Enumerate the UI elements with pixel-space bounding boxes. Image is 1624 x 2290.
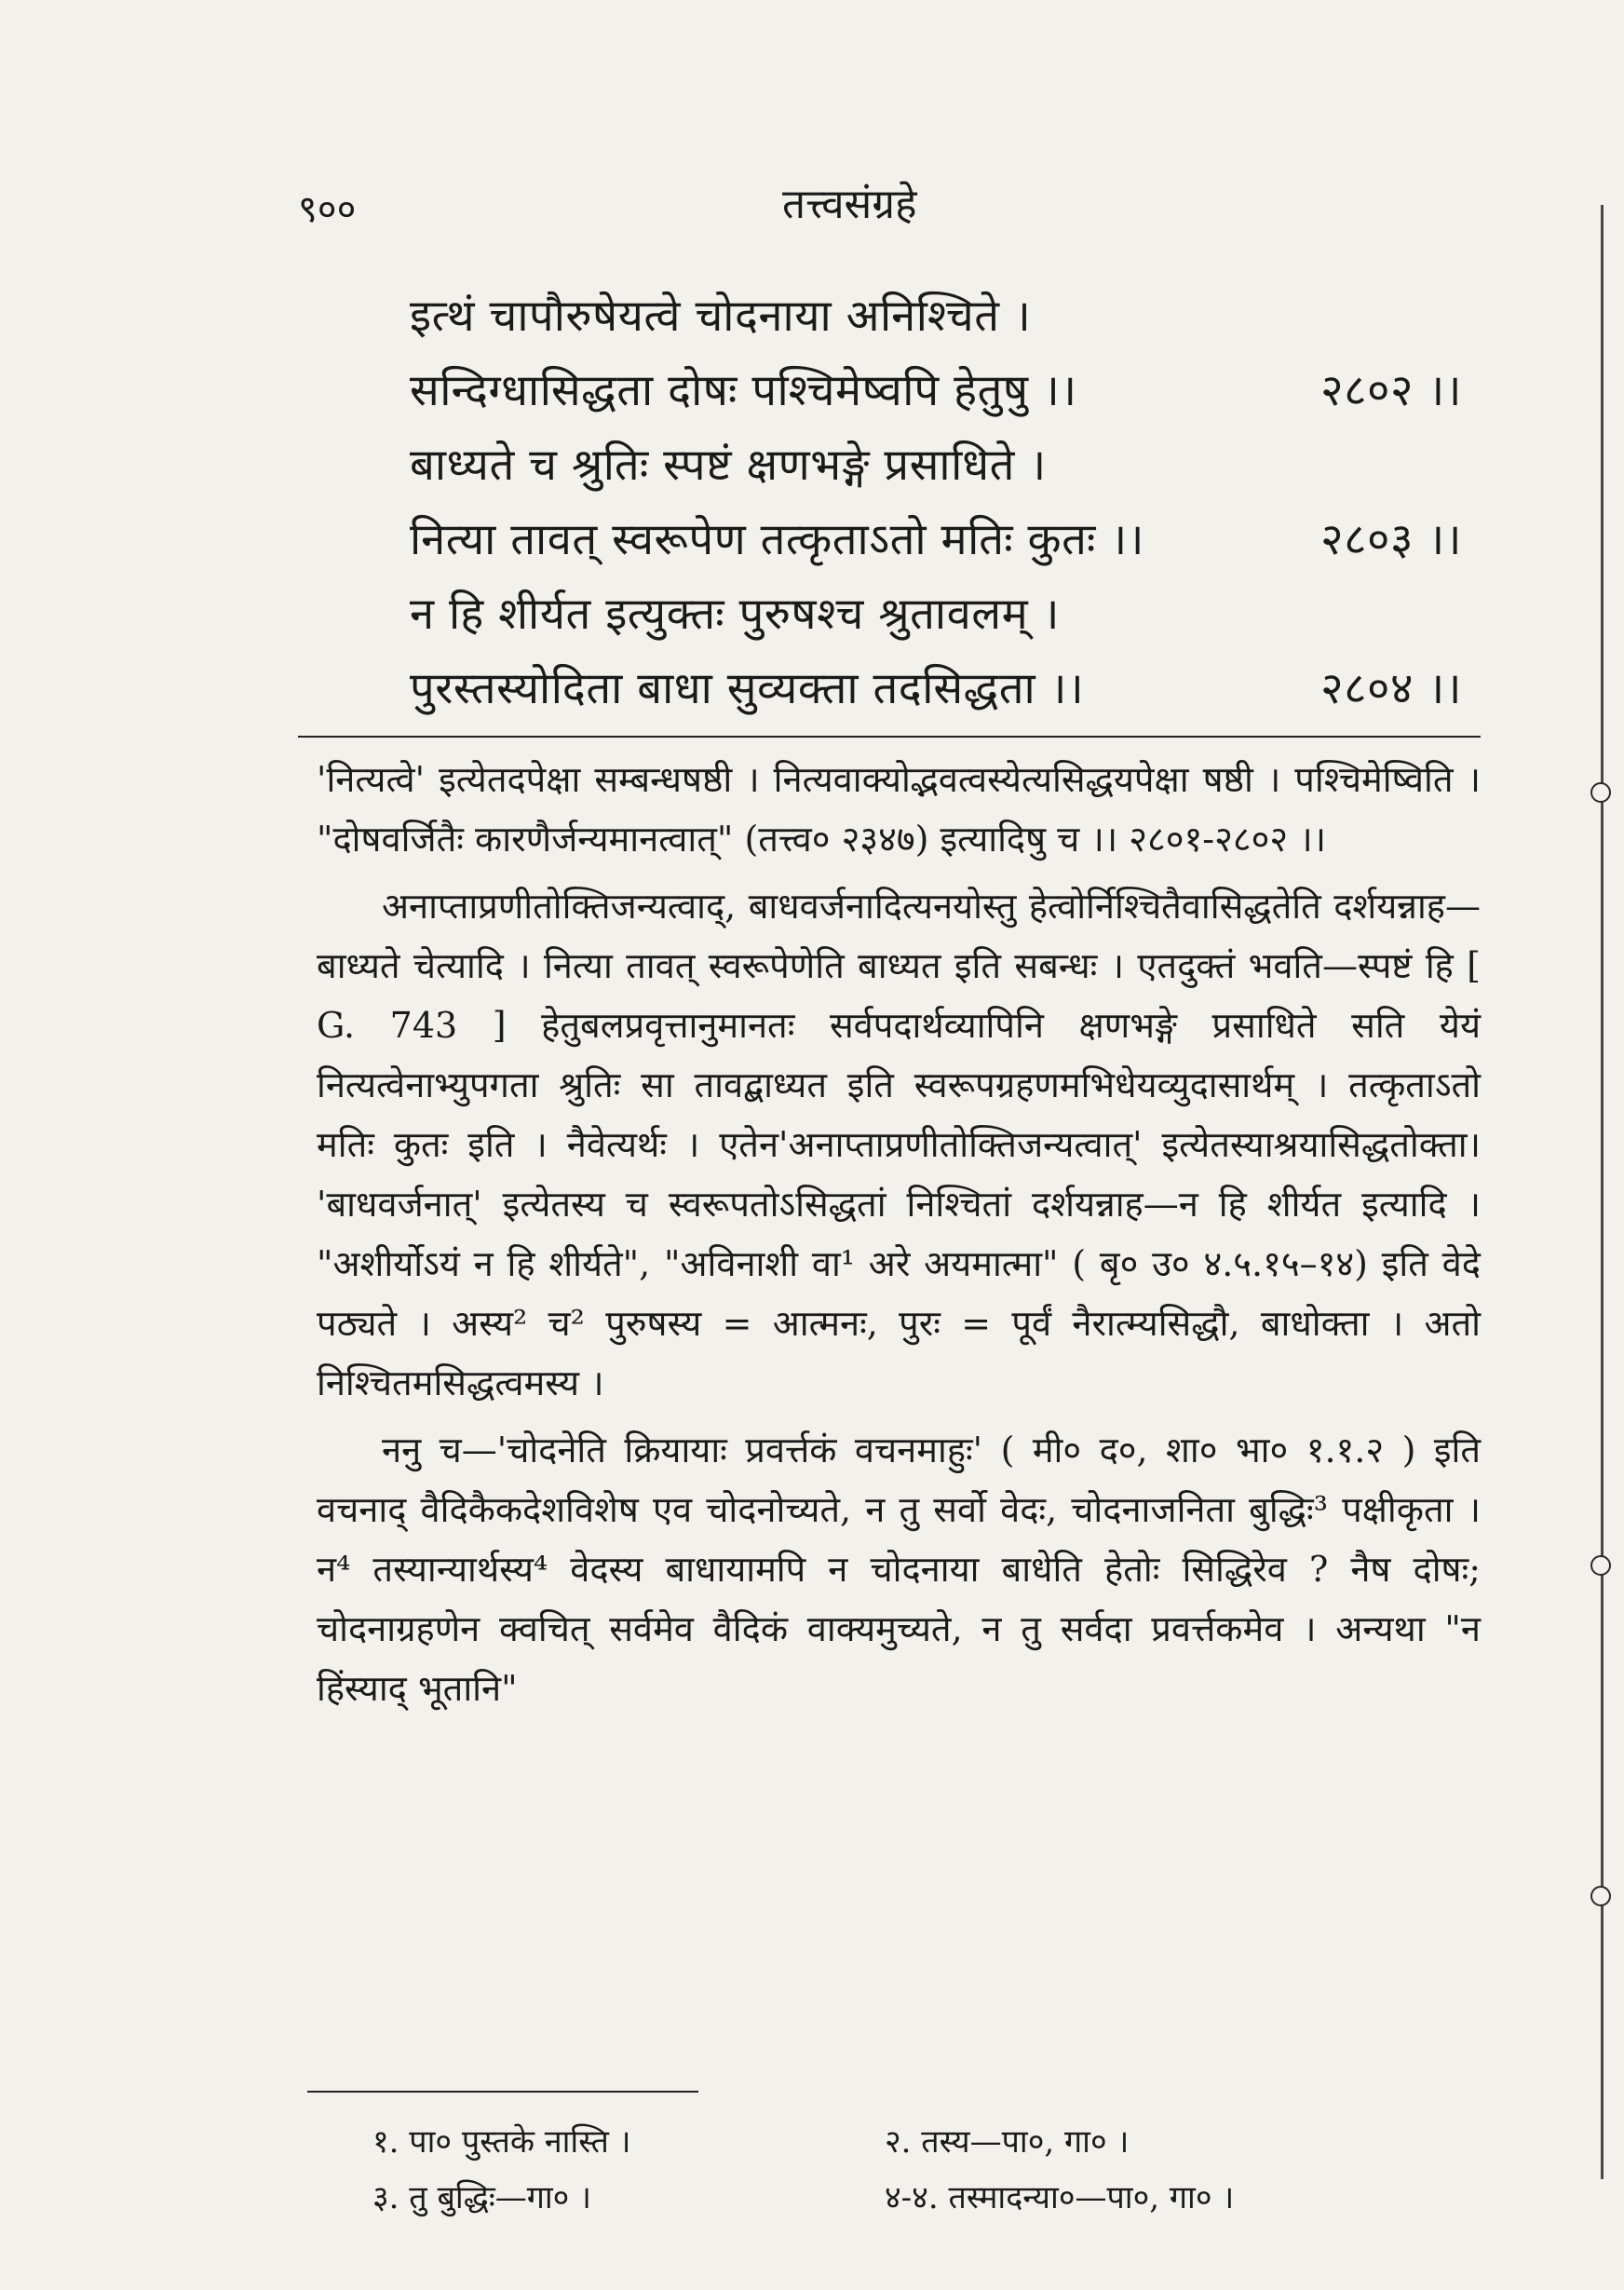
binding-mark xyxy=(1590,1886,1611,1906)
verse-line xyxy=(410,354,1462,428)
verse-text: पुरस्तस्योदिता बाधा सुव्यक्ता तदसिद्धता ।। xyxy=(410,663,1085,714)
footnote: ३. तु बुद्धिः—गा० । xyxy=(372,2179,592,2216)
verse-text: इत्थं चापौरुषेयत्वे चोदनाया अनिश्चिते । xyxy=(410,291,1032,342)
binding-mark xyxy=(1590,782,1611,803)
verse-line xyxy=(410,503,1462,577)
footnote-row xyxy=(372,2114,1397,2170)
commentary-paragraph: अनाप्ताप्रणीतोक्तिजन्यत्वाद्, बाधवर्जनादित्यनयोस्तु हेत्वोर्निश्चितैवासिद्धतेति दर्शयन्नाह—बाध्यते चेत्यादि । नित्या तावत् स्वरूपेणेति बाध्यत इति सबन्धः । एतदुक्तं भवति—स्पष्टं हि [ G. 743 ] हेतुबलप्रवृत्तानुमानतः सर्वपदार्थव्यापिनि क्षणभङ्गे प्रसाधिते सति येयं नित्यत्वेनाभ्युपगता श्रुतिः सा तावद्बाध्यत इति स्वरूपग्रहणमभिधेयव्युदासार्थम् । तत्कृताऽतो मतिः कुतः इति । नैवेत्यर्थः । एतेन'अनाप्ताप्रणीतोक्तिजन्यत्वात्' इत्येतस्याश्रयासिद्धतोक्ता। 'बाधवर्जनात्' इत्येतस्य च स्वरूपतोऽसिद्धतां निश्चितां दर्शयन्नाह—न हि शीर्यत इत्यादि । "अशीर्योऽयं न हि शीर्यते", "अविनाशी वा¹ अरे अयमात्मा" ( बृ० उ० ४.५.१५–१४) इति वेदे पठ्यते । अस्य² च² पुरुषस्य = आत्मनः, पुरः = पूर्वं नैरात्म्यसिद्धौ, बाधोक्ता । अतो निश्चितमसिद्धत्वमस्य । xyxy=(317,886,1481,1403)
page-header xyxy=(298,182,1490,237)
binding-line xyxy=(1601,205,1604,2179)
commentary-paragraph: ननु च—'चोदनेति क्रियायाः प्रवर्त्तकं वचनमाहुः' ( मी० द०, शा० भा० १.१.२ ) इति वचनाद् वैदिकैकदेशविशेष एव चोदनोच्यते, न तु सर्वो वेदः, चोदनाजनिता बुद्धिः³ पक्षीकृता । न⁴ तस्यान्यार्थस्य⁴ वेदस्य बाधायामपि न चोदनाया बाधेति हेतोः सिद्धिरेव ? नैष दोषः; चोदनाग्रहणेन क्वचित् सर्वमेव वैदिकं वाक्यमुच्यते, न तु सर्वदा प्रवर्त्तकमेव । अन्यथा "न हिंस्याद् भूतानि" xyxy=(317,1430,1481,1709)
verse-number: २८०२ ।। xyxy=(1320,365,1462,416)
commentary-paragraph: 'नित्यत्वे' इत्येतदपेक्षा सम्बन्धषष्ठी । नित्यवाक्योद्भवत्वस्येत्यसिद्धयपेक्षा षष्ठी । पश्चिमेष्विति । "दोषवर्जितैः कारणैर्जन्यमानत्वात्" (तत्त्व० २३४७) इत्यादिषु च ।। २८०१-२८०२ ।। xyxy=(317,759,1481,860)
binding-mark xyxy=(1590,1555,1611,1576)
verse-line xyxy=(410,577,1462,652)
footnote: १. पा० पुस्तके नास्ति । xyxy=(372,2123,631,2161)
footnote-divider xyxy=(307,2091,698,2093)
verse-block xyxy=(410,279,1462,726)
verse-text: सन्दिग्धासिद्धता दोषः पश्चिमेष्वपि हेतुषु ।। xyxy=(410,365,1077,416)
verse-line xyxy=(410,279,1462,354)
footnote: ४-४. तस्मादन्या०—पा०, गा० । xyxy=(885,2179,1235,2216)
footnote: २. तस्य—पा०, गा० । xyxy=(885,2123,1130,2161)
footnotes xyxy=(372,2114,1397,2226)
verse-text: बाध्यते च श्रुतिः स्पष्टं क्षणभङ्गे प्रसाधिते । xyxy=(410,440,1047,491)
commentary-block xyxy=(317,750,1481,1726)
verse-text: न हि शीर्यत इत्युक्तः पुरुषश्च श्रुतावलम् । xyxy=(410,589,1060,640)
verse-number: २८०३ ।। xyxy=(1320,514,1462,565)
verse-line xyxy=(410,652,1462,726)
footnote-row xyxy=(372,2170,1397,2226)
page-number: ९०० xyxy=(298,188,357,231)
verse-text: नित्या तावत् स्वरूपेण तत्कृताऽतो मतिः कुतः ।। xyxy=(410,514,1144,565)
verse-divider xyxy=(298,736,1481,738)
verse-number: २८०४ ।। xyxy=(1320,663,1462,714)
running-title: तत्त्वसंग्रहे xyxy=(782,181,917,228)
verse-line xyxy=(410,428,1462,503)
